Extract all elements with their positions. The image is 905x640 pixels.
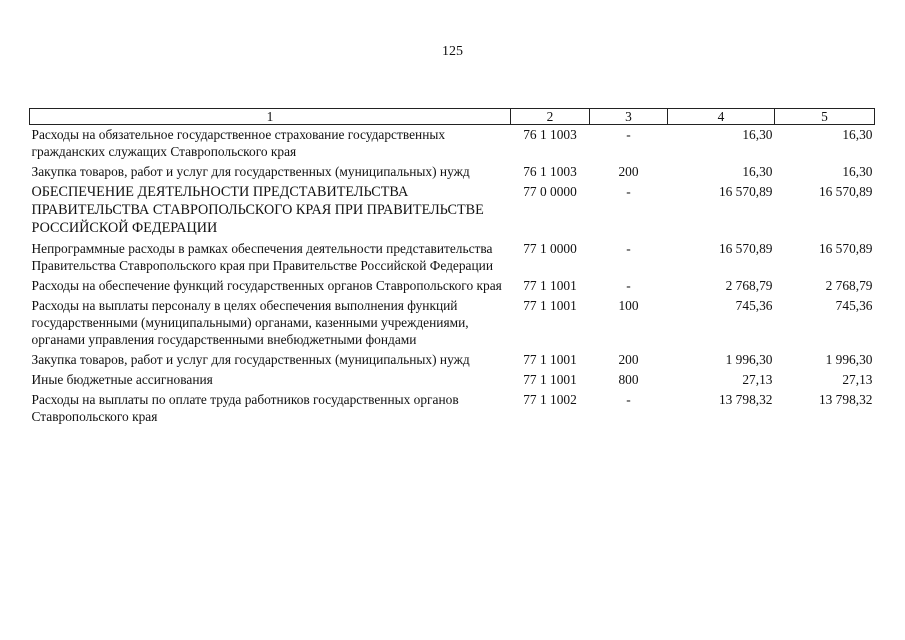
expense-name: Расходы на выплаты по оплате труда работников государственных органов Ставропольского края [31,392,459,424]
amount-col-5: 745,36 [835,298,873,313]
table-header [30,109,875,125]
expense-name: Иные бюджетные ассигнования [31,372,213,387]
amount-col-5: 1 996,30 [825,352,873,367]
amount-col-4: 16,30 [742,164,773,179]
expense-name: Расходы на обеспечение функций государственных органов Ставропольского края [31,278,502,293]
expense-type: - [626,392,631,407]
header-col-5: 5 [775,109,875,125]
amount-col-5: 16,30 [842,127,873,142]
expense-type: 200 [618,352,639,367]
expense-name: Непрограммные расходы в рамках обеспечения деятельности представительства Правительства Ставропольского края при Правительстве Российской Федерации [31,241,493,273]
amount-col-4: 745,36 [735,298,773,313]
expense-type: 100 [618,298,639,313]
table-body [30,125,875,428]
target-code: 77 1 1001 [523,278,577,293]
page-number: 125 [442,44,463,59]
table-row [30,239,875,276]
table-row [30,182,875,239]
target-code: 76 1 1003 [523,127,577,142]
amount-col-5: 16 570,89 [818,184,873,199]
target-code: 76 1 1003 [523,164,577,179]
header-col-4: 4 [668,109,775,125]
expense-type: 800 [618,372,639,387]
header-col-2: 2 [511,109,590,125]
amount-col-5: 16 570,89 [818,241,873,256]
amount-col-5: 2 768,79 [825,278,873,293]
expense-name: ОБЕСПЕЧЕНИЕ ДЕЯТЕЛЬНОСТИ ПРЕДСТАВИТЕЛЬСТВА ПРАВИТЕЛЬСТВА СТАВРОПОЛЬСКОГО КРАЯ ПРИ ПРАВИТЕЛЬСТВЕ РОССИЙСКОЙ ФЕДЕРАЦИИ [31,184,484,236]
header-col-3: 3 [590,109,668,125]
expense-type: - [626,184,631,199]
amount-col-5: 27,13 [842,372,873,387]
table-row [30,370,875,390]
table-row [30,125,875,163]
target-code: 77 1 1001 [523,352,577,367]
table-row [30,350,875,370]
expense-name: Закупка товаров, работ и услуг для государственных (муниципальных) нужд [31,352,470,367]
table-row [30,162,875,182]
target-code: 77 1 1001 [523,298,577,313]
table-row [30,390,875,427]
header-row [30,109,875,125]
expense-type: 200 [618,164,639,179]
expense-name: Расходы на обязательное государственное страхование государственных гражданских служащих Ставропольского края [31,127,446,159]
amount-col-4: 16 570,89 [718,184,773,199]
expense-name: Закупка товаров, работ и услуг для государственных (муниципальных) нужд [31,164,470,179]
amount-col-4: 13 798,32 [718,392,773,407]
amount-col-5: 13 798,32 [818,392,873,407]
target-code: 77 0 0000 [523,184,577,199]
header-col-1: 1 [30,109,511,125]
target-code: 77 1 0000 [523,241,577,256]
amount-col-5: 16,30 [842,164,873,179]
table-row [30,296,875,350]
target-code: 77 1 1002 [523,392,577,407]
budget-table [29,108,875,427]
amount-col-4: 1 996,30 [725,352,773,367]
expense-type: - [626,127,631,142]
amount-col-4: 16 570,89 [718,241,773,256]
table-row [30,276,875,296]
target-code: 77 1 1001 [523,372,577,387]
expense-name: Расходы на выплаты персоналу в целях обеспечения выполнения функций государственными (муниципальными) органами, казенными учреждениями, органами управления государственными внебюджетными фондами [31,298,469,347]
amount-col-4: 2 768,79 [725,278,773,293]
expense-type: - [626,278,631,293]
amount-col-4: 16,30 [742,127,773,142]
amount-col-4: 27,13 [742,372,773,387]
expense-type: - [626,241,631,256]
